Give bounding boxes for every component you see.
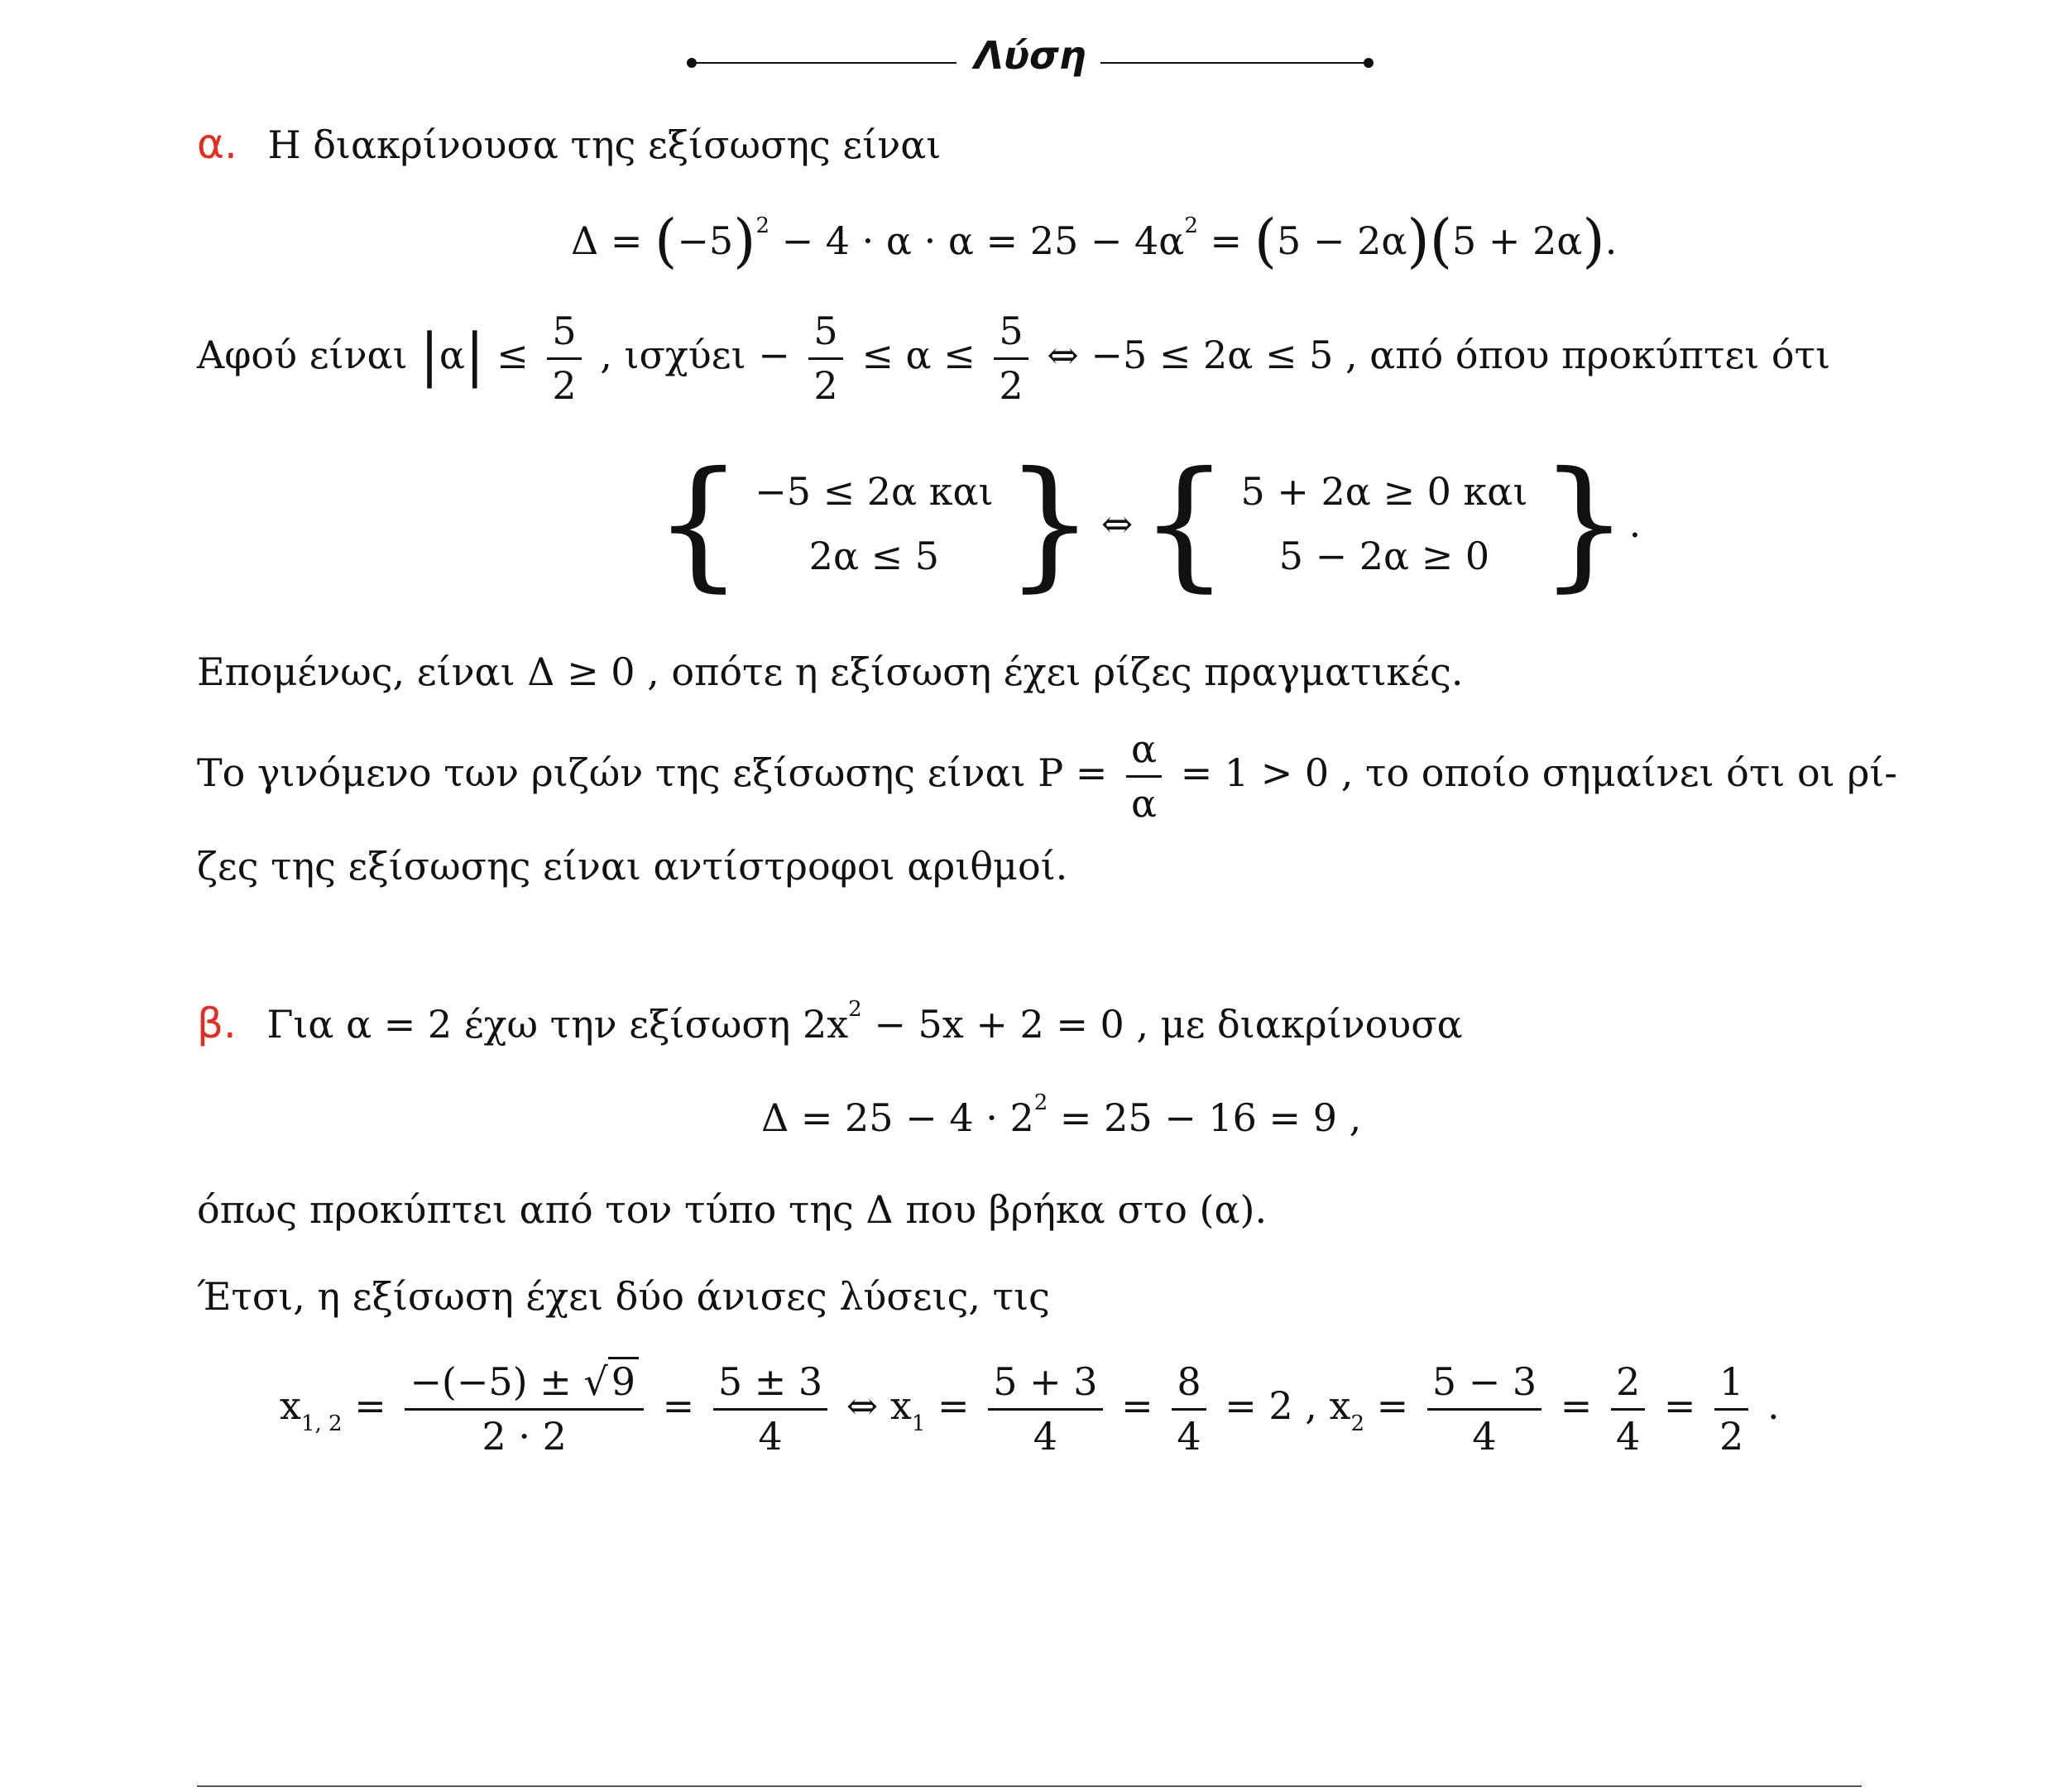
paren: (	[1254, 207, 1278, 275]
fraction	[1714, 1361, 1748, 1457]
header-title: Λύση	[974, 33, 1086, 78]
part-b-solutions-equation	[280, 1361, 1780, 1457]
eq-text: −5	[677, 218, 734, 263]
part-a-product-line	[197, 728, 1897, 824]
text: Για α = 2 έχω την εξίσωση 2x	[266, 1002, 849, 1047]
fraction	[547, 310, 581, 406]
text: , ισχύει −	[600, 333, 803, 378]
case-row: 5 − 2α ≥ 0	[1278, 534, 1490, 578]
text: =	[662, 1383, 707, 1429]
paren: )	[733, 207, 756, 275]
part-a-discriminant-equation	[571, 207, 1617, 275]
eq-text: 5 + 2α	[1452, 218, 1583, 263]
text: =	[1663, 1383, 1709, 1429]
fraction-denominator: 2	[1719, 1413, 1744, 1459]
left-brace: {	[1139, 442, 1230, 606]
fraction	[713, 1361, 827, 1457]
fraction-denominator: 4	[758, 1413, 783, 1459]
fraction	[1126, 728, 1162, 824]
case-row: 2α ≤ 5	[808, 534, 940, 578]
text: =	[925, 1383, 982, 1429]
text: = 1 > 0 , το οποίο σημαίνει ότι οι ρί-	[1180, 750, 1897, 796]
text: .	[1767, 1383, 1780, 1429]
fraction-numerator: α	[1126, 728, 1162, 778]
part-a-final-line: ζες της εξίσωσης είναι αντίστροφοι αριθμοί.	[197, 844, 1068, 889]
subscript: 1, 2	[300, 1411, 343, 1437]
eq-text: Δ =	[571, 218, 655, 263]
text: = 25 − 16 = 9 ,	[1048, 1095, 1362, 1140]
text: ⇔ −5 ≤ 2α ≤ 5 , από όπου προκύπτει ότι	[1047, 333, 1831, 378]
fraction	[1172, 1361, 1206, 1457]
paren: (	[654, 207, 678, 275]
header-right-dot	[1364, 58, 1374, 68]
fraction-numerator: −(−5) ± √9	[405, 1361, 644, 1411]
text: =	[1121, 1383, 1166, 1429]
fraction	[1611, 1361, 1645, 1457]
fraction-numerator: 5	[808, 310, 842, 360]
fraction	[994, 310, 1028, 406]
text: ⇔ x	[846, 1383, 912, 1429]
fraction-denominator: 2	[552, 362, 577, 408]
fraction-numerator: 5 ± 3	[713, 1361, 827, 1411]
text: Αφού είναι	[197, 333, 420, 378]
eq-text: .	[1604, 218, 1618, 263]
text: ≤	[484, 333, 541, 378]
part-b-source-line: όπως προκύπτει από τον τύπο της Δ που βρήκα στο (α).	[197, 1187, 1268, 1232]
part-b-solutions-intro: Έτσι, η εξίσωση έχει δύο άνισες λύσεις, τις	[197, 1274, 1050, 1319]
fraction	[405, 1361, 644, 1457]
fraction	[988, 1361, 1102, 1457]
abs-bar: |	[464, 321, 485, 390]
text: x	[280, 1383, 301, 1429]
subscript: 2	[1350, 1411, 1365, 1437]
text: Δ = 25 − 4 · 2	[761, 1095, 1034, 1140]
fraction-denominator: α	[1130, 780, 1158, 826]
fraction-denominator: 2	[813, 362, 838, 408]
part-a-system	[654, 442, 1642, 606]
eq-text: =	[1197, 218, 1254, 263]
text: α	[439, 333, 465, 378]
exponent: 2	[1033, 1090, 1048, 1115]
eq-text: 5 − 2α	[1277, 218, 1407, 263]
right-brace: }	[1004, 442, 1095, 606]
header-right-rule	[1100, 62, 1369, 64]
exponent: 2	[1184, 213, 1198, 238]
text: .	[1628, 501, 1642, 546]
paren: )	[1407, 207, 1430, 275]
case-row: −5 ≤ 2α και	[755, 469, 994, 514]
fraction-numerator: 1	[1714, 1361, 1748, 1411]
case-row: 5 + 2α ≥ 0 και	[1240, 469, 1528, 514]
fraction-denominator: 4	[1472, 1413, 1497, 1459]
part-b-discriminant-equation	[761, 1090, 1361, 1140]
abs-bar: |	[420, 321, 439, 390]
text: Το γινόμενο των ριζών της εξίσωσης είναι P =	[197, 750, 1119, 796]
bottom-rule	[197, 1785, 1862, 1787]
part-b-intro	[197, 997, 1463, 1047]
case-block-left	[755, 459, 993, 588]
text: =	[342, 1383, 399, 1429]
case-block-right	[1240, 459, 1527, 588]
text: = 2 , x	[1225, 1383, 1351, 1429]
text: =	[1560, 1383, 1604, 1429]
fraction-numerator: 5	[994, 310, 1028, 360]
part-a-marker: α.	[197, 120, 237, 168]
text: =	[1364, 1383, 1421, 1429]
part-a-intro	[197, 120, 941, 168]
sqrt-radicand: 9	[608, 1357, 639, 1404]
fraction-denominator: 4	[1177, 1413, 1201, 1459]
fraction-numerator: 5 − 3	[1427, 1361, 1541, 1411]
part-b-marker: β.	[197, 999, 237, 1047]
part-a-intro-text: Η διακρίνουσα της εξίσωσης είναι	[267, 122, 942, 167]
part-a-conclusion: Επομένως, είναι Δ ≥ 0 , οπότε η εξίσωση έχει ρίζες πραγματικές.	[197, 649, 1464, 694]
fraction-denominator: 2	[999, 362, 1024, 408]
iff-symbol: ⇔	[1100, 501, 1134, 546]
right-brace: }	[1539, 442, 1629, 606]
section-header	[687, 33, 1374, 91]
fraction-numerator: 5	[547, 310, 581, 360]
fraction-denominator: 4	[1033, 1413, 1058, 1459]
part-a-inequality-line	[197, 310, 1830, 406]
paren: (	[1429, 207, 1453, 275]
fraction-numerator: 8	[1172, 1361, 1206, 1411]
fraction-denominator: 4	[1615, 1413, 1641, 1459]
subscript: 1	[911, 1411, 926, 1437]
left-brace: {	[654, 442, 744, 606]
text: − 5x + 2 = 0 , με διακρίνουσα	[861, 1002, 1463, 1047]
text: ≤ α ≤	[861, 333, 988, 378]
fraction	[1427, 1361, 1541, 1457]
fraction	[808, 310, 842, 406]
fraction-numerator: 5 + 3	[988, 1361, 1102, 1411]
text: −(−5) ±	[410, 1359, 584, 1404]
exponent: 2	[848, 997, 862, 1022]
exponent: 2	[755, 213, 770, 238]
fraction-denominator: 2 · 2	[482, 1413, 567, 1459]
fraction-numerator: 2	[1611, 1361, 1645, 1411]
eq-text: − 4 · α · α = 25 − 4α	[770, 218, 1185, 263]
paren: )	[1582, 207, 1605, 275]
